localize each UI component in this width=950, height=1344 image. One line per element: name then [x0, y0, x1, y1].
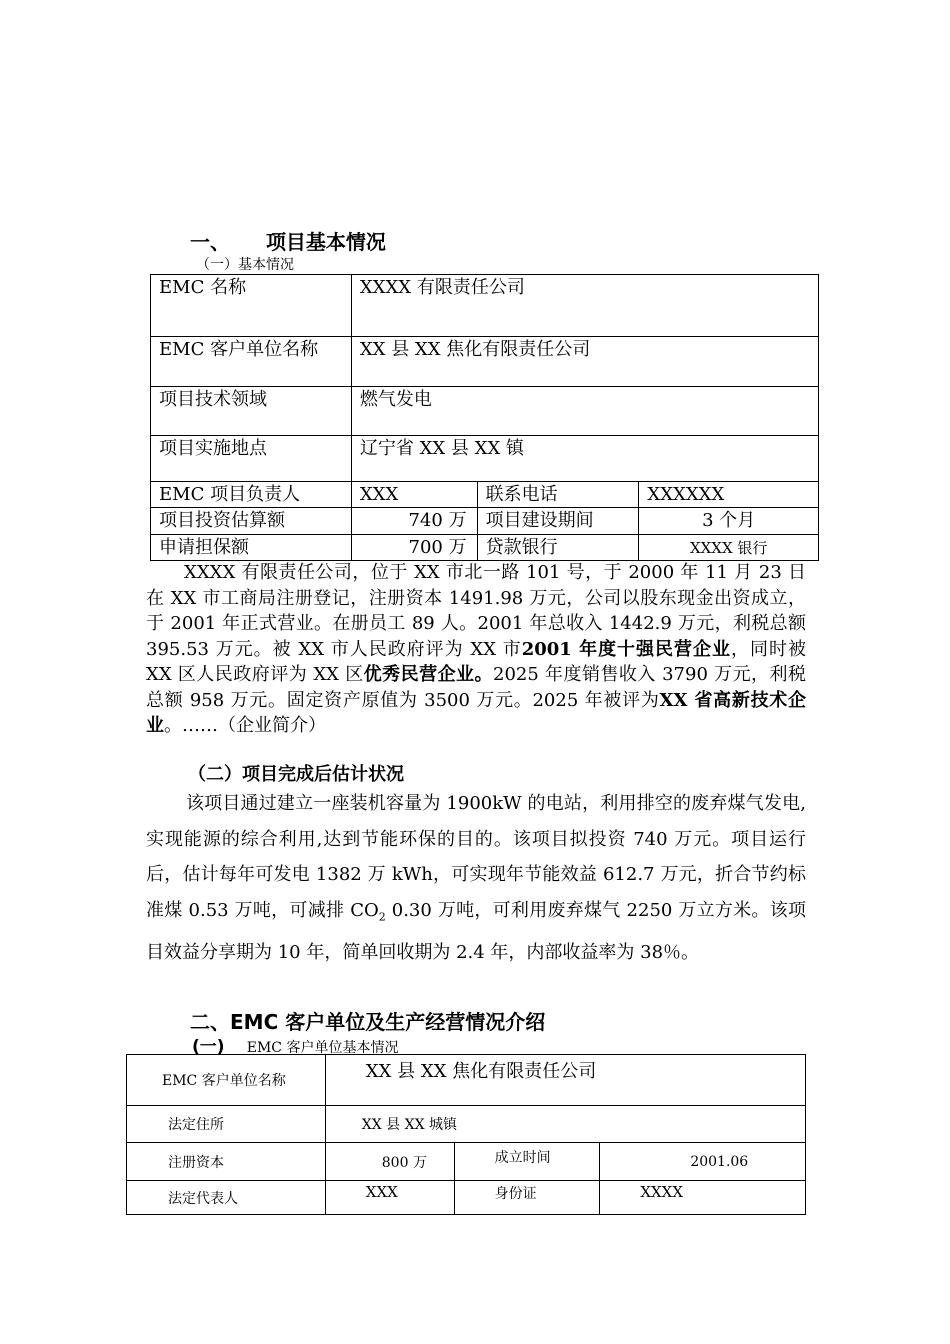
section1-heading: [190, 226, 386, 255]
guarantee-value: 700 万: [351, 535, 477, 561]
emc-name-value: XXXX 有限责任公司: [351, 275, 818, 337]
legal-rep-value: XXX: [325, 1181, 454, 1215]
phone-value: XXXXXX: [639, 482, 819, 508]
section1-title: 项目基本情况: [265, 230, 386, 254]
capital-value: 800 万: [325, 1143, 454, 1181]
table-row: [151, 337, 819, 387]
intro-bold-3: XX 省高新技术企业: [146, 689, 806, 736]
client-basic-table: [126, 1054, 806, 1215]
table-row: [151, 508, 819, 535]
co2-subscript: 2: [378, 910, 386, 924]
table-row: [127, 1055, 806, 1106]
founded-label: 成立时间: [454, 1143, 600, 1181]
period-value: 3 个月: [639, 508, 819, 535]
client-name-label: EMC 客户单位名称: [151, 337, 352, 387]
tech-field-label: 项目技术领域: [151, 387, 352, 436]
client2-name-value: XX 县 XX 焦化有限责任公司: [325, 1055, 805, 1106]
project-basic-table: [150, 274, 819, 561]
phone-label: 联系电话: [477, 482, 639, 508]
leader-label: EMC 项目负责人: [151, 482, 352, 508]
table-row: [151, 275, 819, 337]
leader-value: XXX: [351, 482, 477, 508]
table-row: [127, 1106, 806, 1143]
client2-name-label: EMC 客户单位名称: [127, 1055, 326, 1106]
table-row: [151, 535, 819, 561]
intro-text-3: 2025 年度销售收入 3790 万元，利税总额 958 万元。固定资产原值为 3500 万元。2025 年被评为: [146, 664, 806, 711]
founded-value: 2001.06: [600, 1143, 806, 1181]
intro-text-1: XXXX 有限责任公司，位于 XX 市北一路 101 号，于 2000 年 11 月 23 日在 XX 市工商局注册登记，注册资本 1491.98 万元，公司以股东现金出资成立，于 2001 年正式营业。在册员工 89 人。2001 年总收入 1442.9 万元，利税总额 395.53 万元。被 XX 市人民政府评为 XX 市: [146, 562, 806, 660]
bank-label: 贷款银行: [477, 535, 639, 561]
id-value: XXXX: [600, 1181, 806, 1215]
legal-rep-label: 法定代表人: [127, 1181, 326, 1215]
outcome-text-2: 0.30 万吨，可利用废弃煤气 2250 万立方米。该项目效益分享期为 10 年，简单回收期为 2.4 年，内部收益率为 38％。: [146, 899, 806, 963]
intro-bold-2: 优秀民营企业。: [363, 664, 494, 685]
intro-bold-1: 2001 年度十强民营企业: [521, 638, 732, 660]
emc-name-label: EMC 名称: [151, 275, 352, 337]
id-label: 身份证: [454, 1181, 600, 1215]
outcome-text-1: 该项目通过建立一座装机容量为 1900kW 的电站，利用排空的废弃煤气发电,实现能源的综合利用,达到节能环保的目的。该项目拟投资 740 万元。项目运行后，估计每年可发电 1382 万 kWh，可实现年节能效益 612.7 万元，折合节约标准煤 0.53 万吨，可减排 CO: [146, 793, 806, 921]
intro-text-2: ，同时被 XX 区人民政府评为 XX 区: [146, 638, 806, 685]
section2-heading: 二、EMC 客户单位及生产经营情况介绍: [190, 1010, 546, 1034]
section2-subtitle-text: EMC 客户单位基本情况: [246, 1040, 399, 1056]
capital-label: 注册资本: [127, 1143, 326, 1181]
site-label: 项目实施地点: [151, 436, 352, 482]
project-outcome-paragraph: [146, 786, 806, 970]
invest-label: 项目投资估算额: [151, 508, 352, 535]
table-row: [127, 1181, 806, 1215]
client-name-value: XX 县 XX 焦化有限责任公司: [351, 337, 818, 387]
table-row: [127, 1143, 806, 1181]
table-row: [151, 387, 819, 436]
period-label: 项目建设期间: [477, 508, 639, 535]
address-label: 法定住所: [127, 1106, 326, 1143]
section1-subtitle-basic: （一）基本情况: [196, 257, 294, 273]
intro-text-4: 。……（企业简介）: [164, 715, 326, 736]
table-row: [151, 436, 819, 482]
bank-value: XXXX 银行: [639, 535, 819, 561]
guarantee-label: 申请担保额: [151, 535, 352, 561]
address-value: XX 县 XX 城镇: [325, 1106, 805, 1143]
table-row: [151, 482, 819, 508]
tech-field-value: 燃气发电: [351, 387, 818, 436]
section1-subtitle-outcome: （二）项目完成后估计状况: [188, 764, 404, 785]
section1-number: 一、: [190, 230, 230, 254]
site-value: 辽宁省 XX 县 XX 镇: [351, 436, 818, 482]
company-intro-paragraph: [146, 560, 806, 739]
invest-value: 740 万: [351, 508, 477, 535]
section2-subtitle-number: (一): [192, 1037, 225, 1057]
